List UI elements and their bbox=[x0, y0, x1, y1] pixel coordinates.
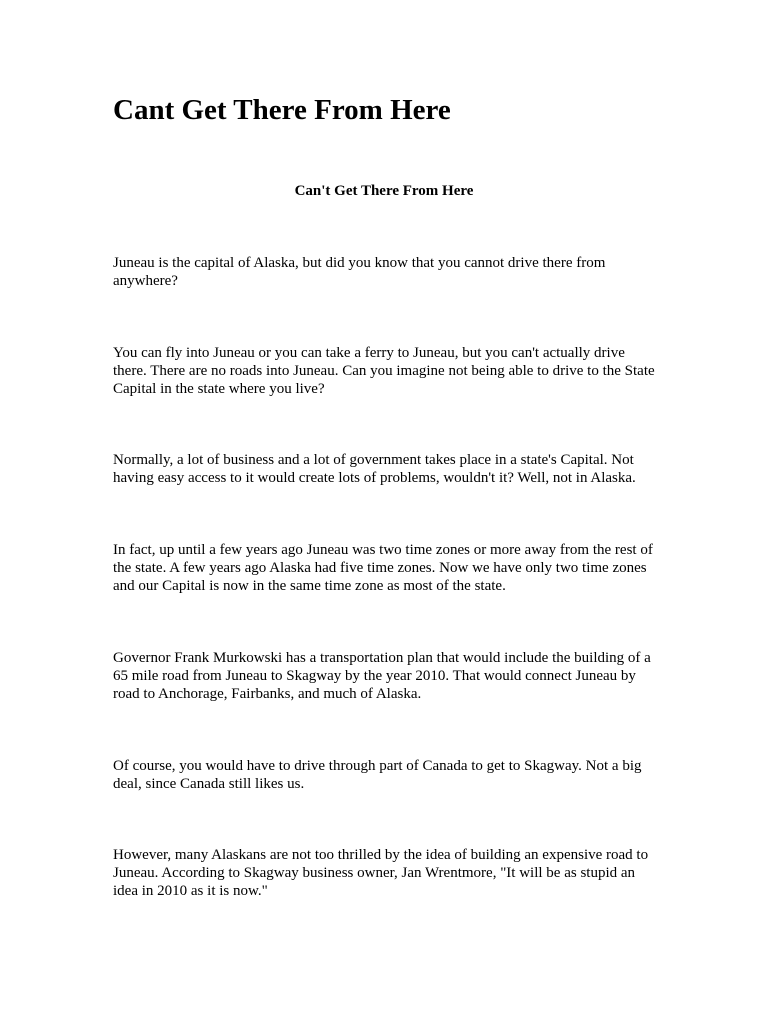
paragraph-4: In fact, up until a few years ago Juneau was two time zones or more away from the rest of the state. A few years ago Alaska had five time zones. Now we have only two time zones and our Capital is now in the same time zone as most of the state. bbox=[113, 542, 653, 594]
paragraph-1: Juneau is the capital of Alaska, but did you know that you cannot drive there from anywhere? bbox=[113, 255, 606, 289]
paragraph-6: Of course, you would have to drive through part of Canada to get to Skagway. Not a big deal, since Canada still likes us. bbox=[113, 758, 642, 792]
paragraph-5: Governor Frank Murkowski has a transportation plan that would include the building of a 65 mile road from Juneau to Skagway by the year 2010. That would connect Juneau by road to Anchorage, Fairbanks, and much of Alaska. bbox=[113, 650, 651, 702]
document-subtitle: Can't Get There From Here bbox=[294, 183, 474, 199]
document-title: Cant Get There From Here bbox=[113, 94, 451, 126]
paragraph-2: You can fly into Juneau or you can take a ferry to Juneau, but you can't actually drive there. There are no roads into Juneau. Can you imagine not being able to drive to the State Capital in the state where you live? bbox=[113, 345, 655, 397]
paragraph-7: However, many Alaskans are not too thrilled by the idea of building an expensive road to Juneau. According to Skagway business owner, Jan Wrentmore, "It will be as stupid an idea in 2010 as it is now." bbox=[113, 847, 649, 899]
paragraph-3: Normally, a lot of business and a lot of government takes place in a state's Capital. Not having easy access to it would create lots of problems, wouldn't it? Well, not in Alaska. bbox=[113, 452, 636, 486]
